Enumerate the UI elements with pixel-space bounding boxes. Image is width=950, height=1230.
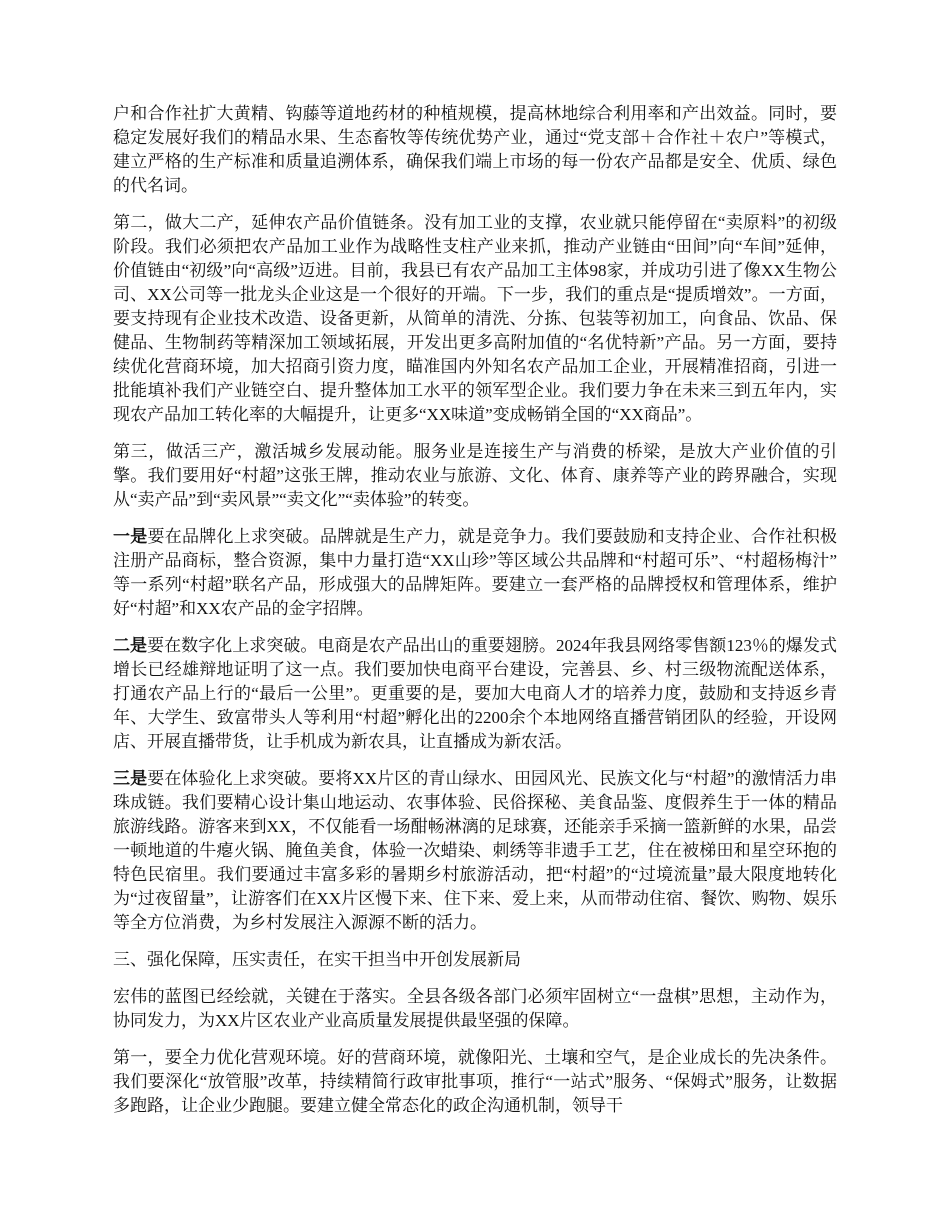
paragraph xyxy=(113,211,837,427)
paragraph-run-bold: 二是 xyxy=(113,636,148,655)
paragraph xyxy=(113,525,837,621)
paragraph xyxy=(113,634,837,754)
paragraph-run: 要在数字化上求突破。电商是农产品出山的重要翅膀。2024年我县网络零售额123％的爆发式增长已经雄辩地证明了这一点。我们要加快电商平台建设，完善县、乡、村三级物流配送体系，打通农产品上行的“最后一公里”。更重要的是，要加大电商人才的培养力度，鼓励和支持返乡青年、大学生、致富带头人等利用“村超”孵化出的2200余个本地网络直播营销团队的经验，开设网店、开展直播带货，让手机成为新农具，让直播成为新农活。 xyxy=(113,636,838,751)
paragraph-run: 要在体验化上求突破。要将XX片区的青山绿水、田园风光、民族文化与“村超”的激情活力串珠成链。我们要精心设计集山地运动、农事体验、民俗探秘、美食品鉴、度假养生于一体的精品旅游线路。游客来到XX，不仅能看一场酣畅淋漓的足球赛，还能亲手采摘一篮新鲜的水果，品尝一顿地道的牛瘪火锅、腌鱼美食，体验一次蜡染、刺绣等非遗手工艺，住在被梯田和星空环抱的特色民宿里。我们要通过丰富多彩的暑期乡村旅游活动，把“村超”的“过境流量”最大限度地转化为“过夜留量”，让游客们在XX片区慢下来、住下来、爱上来，从而带动住宿、餐饮、购物、娱乐等全方位消费，为乡村发展注入源源不断的活力。 xyxy=(113,769,837,932)
paragraph xyxy=(113,948,837,972)
paragraph xyxy=(113,102,837,198)
paragraph-run: 要在品牌化上求突破。品牌就是生产力，就是竞争力。我们要鼓励和支持企业、合作社积极注册产品商标，整合资源，集中力量打造“XX山珍”等区域公共品牌和“村超可乐”、“村超杨梅汁”等一系列“村超”联名产品，形成强大的品牌矩阵。要建立一套严格的品牌授权和管理体系，维护好“村超”和XX农产品的金字招牌。 xyxy=(113,527,838,618)
paragraph-run: 第一，要全力优化营观环境。好的营商环境，就像阳光、土壤和空气，是企业成长的先决条件。我们要深化“放管服”改革，持续精简行政审批事项，推行“一站式”服务、“保姆式”服务，让数据多跑路，让企业少跑腿。要建立健全常态化的政企沟通机制，领导干 xyxy=(113,1048,837,1115)
paragraph xyxy=(113,1046,837,1118)
paragraph-run: 第三，做活三产，激活城乡发展动能。服务业是连接生产与消费的桥梁，是放大产业价值的引擎。我们要用好“村超”这张王牌，推动农业与旅游、文化、体育、康养等产业的跨界融合，实现从“卖产品”到“卖风景”“卖文化”“卖体验”的转变。 xyxy=(113,442,837,509)
paragraph-run: 户和合作社扩大黄精、钩藤等道地药材的种植规模，提高林地综合利用率和产出效益。同时，要稳定发展好我们的精品水果、生态畜牧等传统优势产业，通过“党支部＋合作社＋农户”等模式，建立严格的生产标准和质量追溯体系，确保我们端上市场的每一份农产品都是安全、优质、绿色的代名词。 xyxy=(113,104,837,195)
document-body xyxy=(113,102,837,1118)
paragraph-run-bold: 一是 xyxy=(113,527,148,546)
paragraph xyxy=(113,985,837,1033)
paragraph-run: 第二，做大二产，延伸农产品价值链条。没有加工业的支撑，农业就只能停留在“卖原料”的初级阶段。我们必须把农产品加工业作为战略性支柱产业来抓，推动产业链由“田间”向“车间”延伸，价值链由“初级”向“高级”迈进。目前，我县已有农产品加工主体98家，并成功引进了像XX生物公司、XX公司等一批龙头企业这是一个很好的开端。下一步，我们的重点是“提质增效”。一方面，要支持现有企业技术改造、设备更新，从简单的清洗、分拣、包装等初加工，向食品、饮品、保健品、生物制药等精深加工领域拓展，开发出更多高附加值的“名优特新”产品。另一方面，要持续优化营商环境，加大招商引资力度，瞄准国内外知名农产品加工企业，开展精准招商，引进一批能填补我们产业链空白、提升整体加工水平的领军型企业。我们要力争在未来三到五年内，实现农产品加工转化率的大幅提升，让更多“XX味道”变成畅销全国的“XX商品”。 xyxy=(113,213,837,424)
paragraph-run: 三、强化保障，压实责任，在实干担当中开创发展新局 xyxy=(113,950,521,969)
paragraph-run: 宏伟的蓝图已经绘就，关键在于落实。全县各级各部门必须牢固树立“一盘棋”思想，主动作为，协同发力，为XX片区农业产业高质量发展提供最坚强的保障。 xyxy=(113,987,837,1030)
paragraph-run-bold: 三是 xyxy=(113,769,148,788)
paragraph xyxy=(113,767,837,935)
paragraph xyxy=(113,440,837,512)
